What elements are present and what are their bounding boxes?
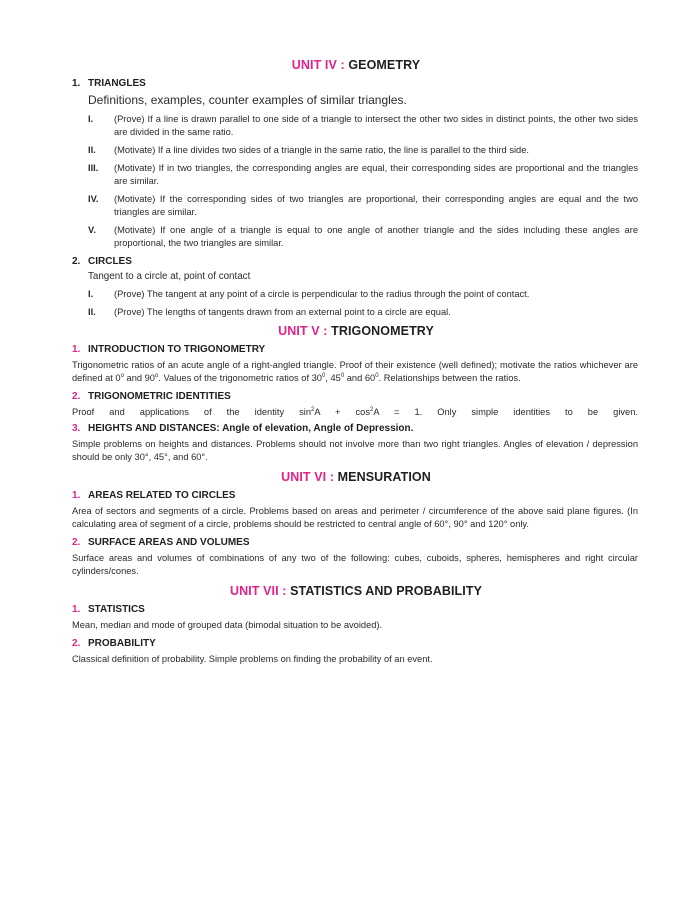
section-title: SURFACE AREAS AND VOLUMES <box>88 537 250 548</box>
section-trig-identities-heading <box>72 391 638 402</box>
section-title: PROBABILITY <box>88 638 156 649</box>
section-statistics-heading <box>72 604 638 615</box>
section-surface-areas-heading <box>72 537 638 548</box>
section-title: CIRCLES <box>88 256 132 267</box>
section-number: 3. <box>72 423 81 434</box>
circles-intro: Tangent to a circle at, point of contact <box>88 271 251 282</box>
item-text: (Motivate) If in two triangles, the corresponding angles are equal, their corresponding sides are proportional and the triangles are similar. <box>114 163 638 186</box>
section-number: 2. <box>72 537 81 548</box>
section-title: INTRODUCTION TO TRIGONOMETRY <box>88 344 266 355</box>
item-number: II. <box>88 307 96 317</box>
areas-circles-paragraph: Area of sectors and segments of a circle. Problems based on areas and perimeter / circumference of the above said plane figures. (In calculating area of segment of a circle, problems should be restricted to central angle of 60°, 90° and 120° only. <box>72 506 638 529</box>
item-text: (Motivate) If a line divides two sides of a triangle in the same ratio, the line is parallel to the third side. <box>114 145 529 155</box>
section-title: AREAS RELATED TO CIRCLES <box>88 490 236 501</box>
section-probability-heading <box>72 638 638 649</box>
section-title: HEIGHTS AND DISTANCES: Angle of elevation, Angle of Depression. <box>88 423 414 434</box>
unit-name: GEOMETRY <box>344 58 421 72</box>
unit-name: STATISTICS AND PROBABILITY <box>286 584 483 598</box>
item-number: III. <box>88 163 99 173</box>
triangles-intro: Definitions, examples, counter examples of similar triangles. <box>88 93 407 107</box>
unit-v-heading <box>74 324 638 338</box>
item-text: (Prove) The lengths of tangents drawn from an external point to a circle are equal. <box>114 307 451 317</box>
intro-trig-paragraph: Trigonometric ratios of an acute angle of a right-angled triangle. Proof of their existence (well defined); motivate the ratios whichever are defined at 0$^o$ and 90$^o$. Values of the trigonometric ratios of $30^0$, $45^0$ and $60^0$. Relationships between the ratios. <box>72 360 638 383</box>
section-number: 1. <box>72 604 81 615</box>
unit-name: MENSURATION <box>334 470 431 484</box>
item-text: (Prove) The tangent at any point of a circle is perpendicular to the radius through the point of contact. <box>114 289 530 299</box>
list-item <box>88 224 638 250</box>
item-text: (Motivate) If one angle of a triangle is equal to one angle of another triangle and the sides including these angles are proportional, the two triangles are similar. <box>114 225 638 248</box>
item-number: II. <box>88 145 96 155</box>
surface-areas-paragraph: Surface areas and volumes of combinations of any two of the following: cubes, cuboids, spheres, hemispheres and right circular cylinders/cones. <box>72 553 638 576</box>
item-number: V. <box>88 225 96 235</box>
section-title: STATISTICS <box>88 604 145 615</box>
item-text: (Motivate) If the corresponding sides of two triangles are proportional, their corresponding angles are equal and the two triangles are similar. <box>114 194 638 217</box>
item-number: I. <box>88 289 94 299</box>
statistics-paragraph: Mean, median and mode of grouped data (bimodal situation to be avoided). <box>72 620 383 630</box>
section-triangles-heading <box>72 78 638 89</box>
list-item <box>88 306 638 319</box>
unit-name: TRIGONOMETRY <box>327 324 434 338</box>
section-number: 1. <box>72 490 81 501</box>
section-title: TRIGONOMETRIC IDENTITIES <box>88 391 231 402</box>
unit-iv-heading <box>74 58 638 72</box>
unit-vi-heading <box>74 470 638 484</box>
section-number: 2. <box>72 256 81 267</box>
section-number: 2. <box>72 391 81 402</box>
list-item <box>88 144 638 157</box>
section-number: 2. <box>72 638 81 649</box>
probability-paragraph: Classical definition of probability. Simple problems on finding the probability of an event. <box>72 654 433 664</box>
section-heights-distances-heading <box>72 423 638 434</box>
unit-vii-heading <box>74 584 638 598</box>
trig-identities-paragraph: Proof and applications of the identity $\sin^2A + \cos^2A = 1$. Only simple identities to be given. <box>72 407 638 417</box>
list-item <box>88 113 638 139</box>
section-number: 1. <box>72 344 81 355</box>
list-item <box>88 288 638 301</box>
section-circles-heading <box>72 256 638 267</box>
section-title: TRIANGLES <box>88 78 146 89</box>
item-number: I. <box>88 114 94 124</box>
unit-label: UNIT VII : <box>229 584 287 598</box>
item-text: (Prove) If a line is drawn parallel to one side of a triangle to intersect the other two sides in distinct points, the other two sides are divided in the same ratio. <box>114 114 638 137</box>
section-intro-trig-heading <box>72 344 638 355</box>
section-areas-circles-heading <box>72 490 638 501</box>
list-item <box>88 193 638 219</box>
heights-distances-paragraph: Simple problems on heights and distances. Problems should not involve more than two right triangles. Angles of elevation / depression should be only 30°, 45°, and 60°. <box>72 439 638 462</box>
item-number: IV. <box>88 194 99 204</box>
list-item <box>88 162 638 188</box>
unit-label: UNIT V : <box>278 324 328 338</box>
unit-label: UNIT VI : <box>281 470 335 484</box>
unit-label: UNIT IV : <box>291 58 345 72</box>
section-number: 1. <box>72 78 81 89</box>
